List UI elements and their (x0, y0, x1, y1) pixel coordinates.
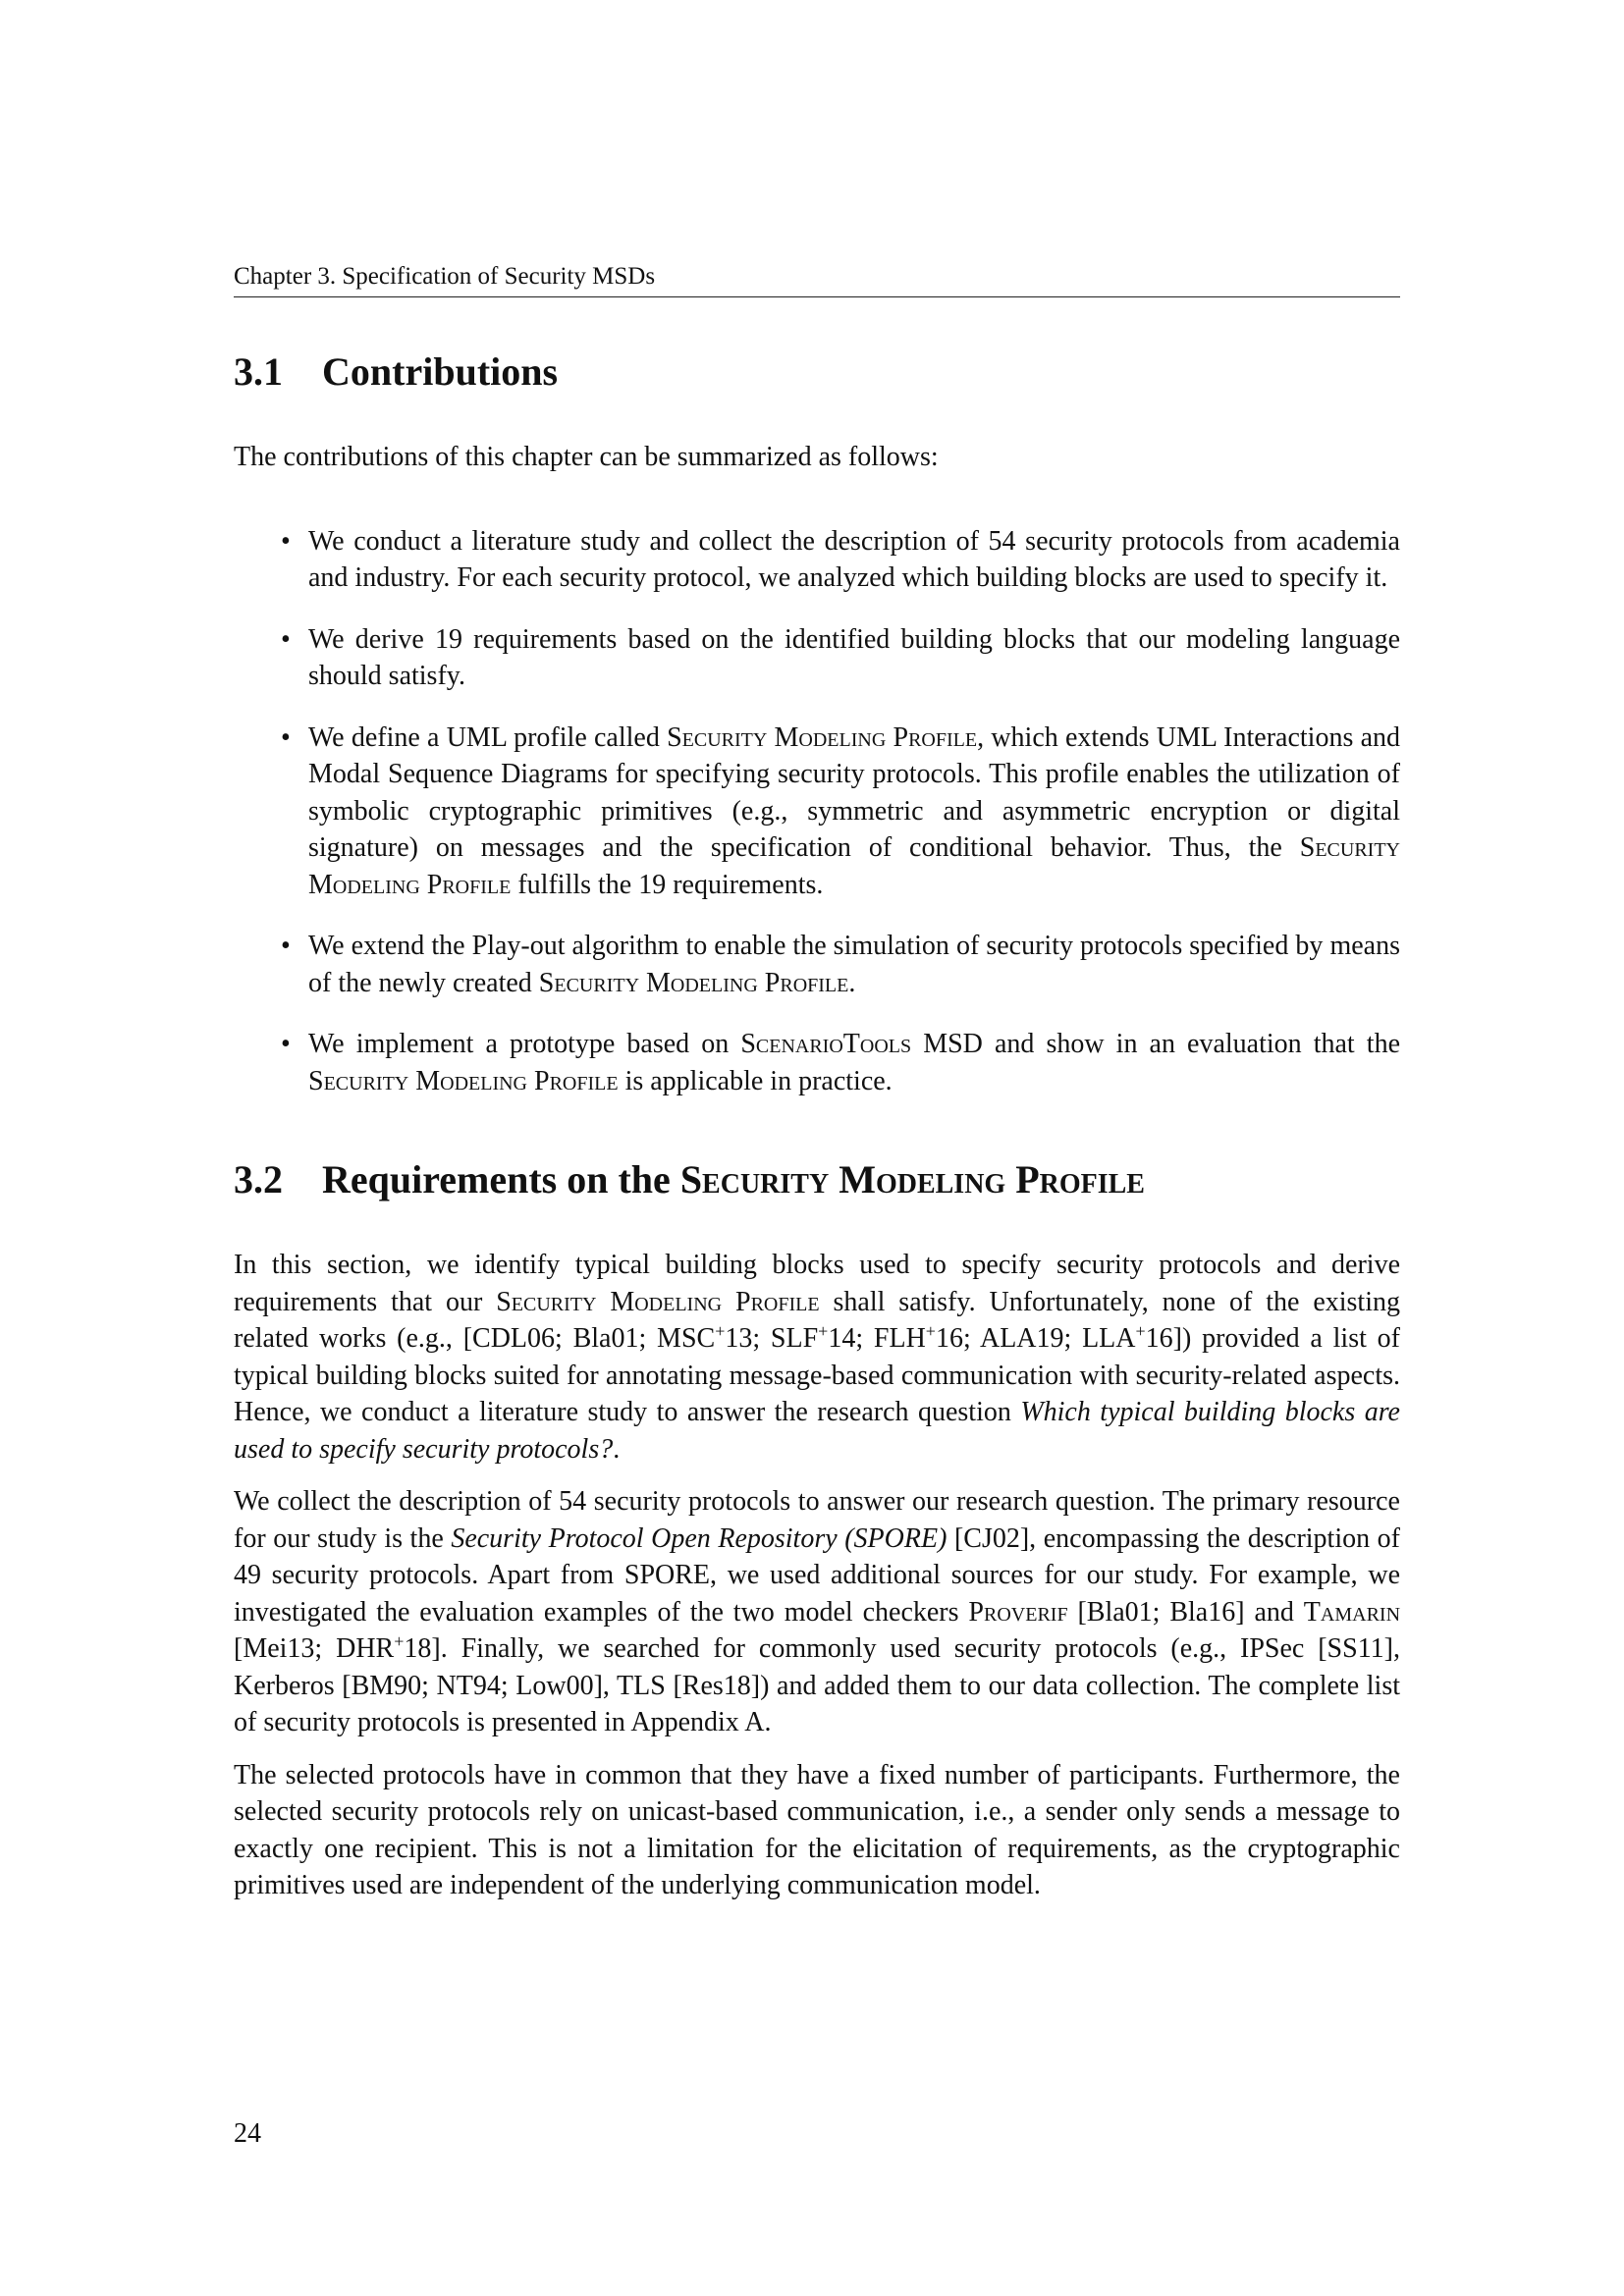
list-item (234, 523, 1400, 597)
profile-name: Security Modeling Profile (496, 1286, 820, 1317)
contributions-list (234, 523, 1400, 1100)
text-run: . (848, 967, 856, 998)
section-title: Contributions (322, 349, 559, 394)
text-run: 16; ALA19; LLA (935, 1323, 1136, 1354)
text-run: shall satisfy. Unfortunately, none of the existing related works (e.g., [CDL06; Bla01; MSC (234, 1286, 1400, 1354)
section-heading-contributions (234, 348, 1400, 396)
profile-name: Security Modeling Profile (667, 721, 978, 753)
superscript: + (394, 1631, 405, 1651)
text-run: We define a UML profile called (308, 721, 668, 753)
section-number: 3.1 (234, 349, 283, 394)
text-run: We collect the description of 54 security protocols to answer our research question. The primary resource for our study is the (234, 1486, 1400, 1554)
contributions-intro: The contributions of this chapter can be summarized as follows: (234, 442, 939, 472)
superscript: + (925, 1321, 936, 1341)
profile-name: Security Modeling Profile (308, 832, 1400, 900)
section-title: Requirements on the (322, 1157, 680, 1201)
page-content (234, 263, 1400, 1904)
text-run: [Bla01; Bla16] and (1067, 1596, 1304, 1628)
contribution-text: We derive 19 requirements based on the identified building blocks that our modeling language should satisfy. (308, 623, 1400, 691)
text-run: We extend the Play-out algorithm to enable the simulation of security protocols specified by means of the newly created (308, 931, 1400, 998)
text-run: is applicable in practice. (618, 1065, 893, 1096)
superscript: + (1135, 1321, 1146, 1341)
page-number: 24 (234, 2118, 261, 2149)
research-question: Which typical building blocks are used to specify security protocols? (234, 1397, 1400, 1465)
text-run: We implement a prototype based on (308, 1029, 741, 1059)
text-run: . (613, 1433, 621, 1465)
contribution-text (308, 928, 1400, 1001)
bullet-icon: • (281, 721, 291, 753)
superscript: + (715, 1321, 726, 1341)
text-run: [Mei13; DHR (234, 1633, 395, 1664)
tool-name: Tamarin (1303, 1596, 1401, 1628)
profile-name: Security Modeling Profile (538, 967, 849, 998)
paragraph: The selected protocols have in common that they have a fixed number of participants. Furthermore, the selected security protocols rely on unicast-based communication, i.e., a sender only sends a message to exactly one recipient. This is not a limitation for the elicitation of requirements, as the cryptographic primitives used are independent of the underlying communication model. (234, 1759, 1400, 1900)
paragraph (234, 1483, 1400, 1741)
list-item (234, 928, 1400, 1001)
list-item (234, 621, 1400, 695)
section-number: 3.2 (234, 1157, 283, 1201)
section-heading-requirements (234, 1156, 1400, 1203)
superscript: + (818, 1321, 829, 1341)
section-title-profile: Security Modeling Profile (679, 1157, 1145, 1201)
text-run: 14; FLH (828, 1323, 926, 1354)
text-run: In this section, we identify typical building blocks used to specify security protocols and derive requirements that our (234, 1250, 1400, 1317)
list-item (234, 1026, 1400, 1099)
text-run: [CJ02], encompassing the description of 49 security protocols. Apart from SPORE, we used additional sources for our study. For example, we investigated the evaluation examples of the two model checkers (234, 1522, 1400, 1628)
paragraph (234, 1247, 1400, 1468)
bullet-icon: • (281, 1029, 291, 1059)
text-run: , which extends UML Interactions and Modal Sequence Diagrams for specifying security protocols. This profile enables the utilization of symbolic cryptographic primitives (e.g., symmetric and asymmetric encryption or digital signature) on messages and the specification of conditional behavior. Thus, the (308, 721, 1401, 863)
profile-name: Security Modeling Profile (308, 1065, 619, 1096)
list-item (234, 720, 1400, 904)
text-run: 16]) provided a list of typical building blocks suited for annotating message-based communication with security-related aspects. Hence, we conduct a literature study to answer the research question (234, 1323, 1400, 1427)
text-run: 13; SLF (725, 1323, 819, 1354)
repository-name: Security Protocol Open Repository (SPORE) (451, 1522, 947, 1554)
tool-name: Proverif (968, 1596, 1068, 1628)
text-run: MSD and show in an evaluation that the (911, 1029, 1400, 1059)
tool-name: ScenarioTools (740, 1029, 912, 1059)
contribution-text (308, 720, 1400, 904)
contribution-text: We conduct a literature study and collect the description of 54 security protocols from academia and industry. For each security protocol, we analyzed which building blocks are used to specify it. (308, 525, 1400, 593)
contribution-text (308, 1026, 1400, 1099)
running-header: Chapter 3. Specification of Security MSDs (234, 263, 1400, 297)
bullet-icon: • (281, 623, 291, 655)
bullet-icon: • (281, 525, 291, 557)
bullet-icon: • (281, 931, 291, 961)
text-run: fulfills the 19 requirements. (511, 869, 824, 900)
text-run: 18]. Finally, we searched for commonly used security protocols (e.g., IPSec [SS11], Kerberos [BM90; NT94; Low00], TLS [Res18]) and added them to our data collection. The complete list of security protocols is presented in Appendix A. (234, 1633, 1400, 1737)
